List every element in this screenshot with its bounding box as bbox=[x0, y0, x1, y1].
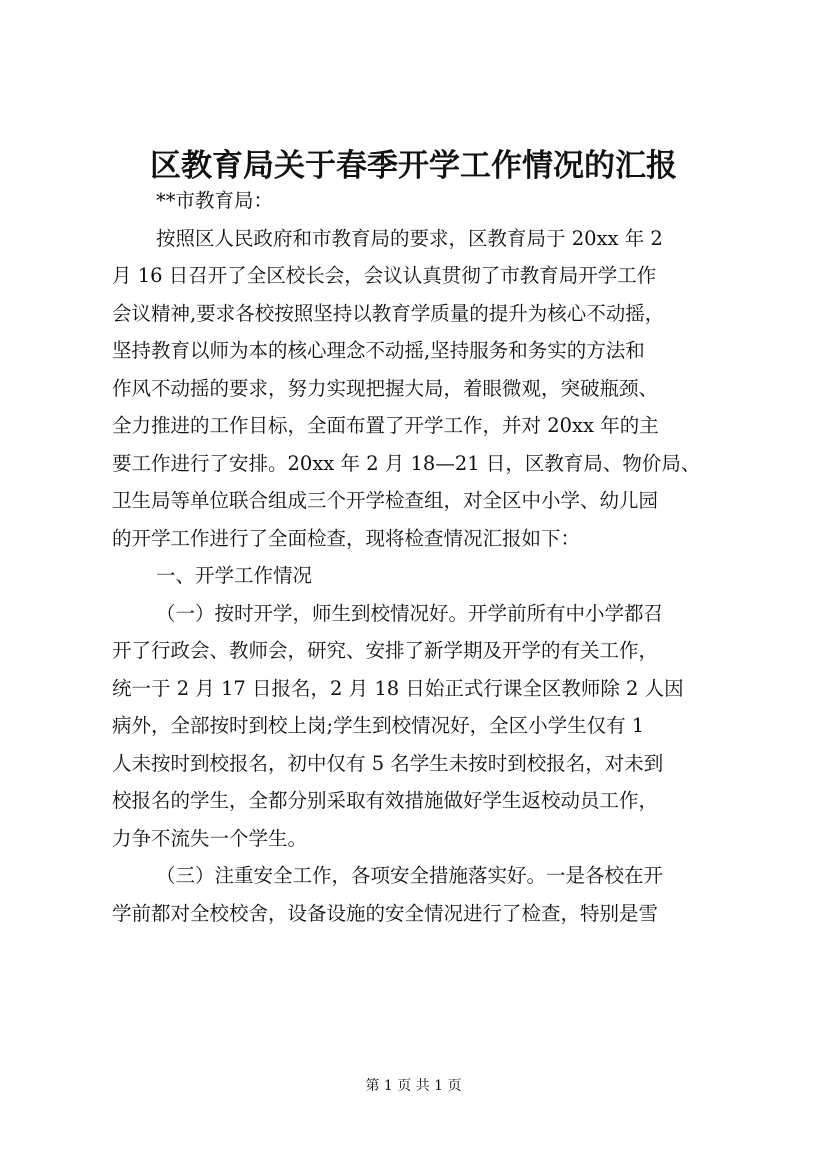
text-line: 病外，全部按时到校上岗;学生到校情况好，全区小学生仅有 1 bbox=[112, 714, 645, 737]
text-line: 坚持教育以师为本的核心理念不动摇,坚持服务和务实的方法和 bbox=[112, 339, 645, 362]
text-line: 作风不动摇的要求，努力实现把握大局，着眼微观，突破瓶颈、 bbox=[112, 376, 659, 400]
document-title: 区教育局关于春季开学工作情况的汇报 bbox=[150, 148, 677, 184]
document-body bbox=[112, 182, 722, 932]
text-line: （一）按时开学，师生到校情况好。开学前所有中小学都召 bbox=[156, 601, 664, 625]
text-line: 的开学工作进行了全面检查，现将检查情况汇报如下： bbox=[112, 526, 581, 550]
text-line: 人未按时到校报名，初中仅有 5 名学生未按时到校报名，对未到 bbox=[112, 751, 664, 775]
text-line: 会议精神,要求各校按照坚持以教育学质量的提升为核心不动摇， bbox=[112, 301, 665, 325]
text-line: 力争不流失一个学生。 bbox=[112, 826, 308, 850]
text-line: 全力推进的工作目标，全面布置了开学工作，并对 20xx 年的主 bbox=[112, 414, 659, 437]
text-line: 学前都对全校校舍，设备设施的安全情况进行了检查，特别是雪 bbox=[112, 901, 659, 925]
text-line: 按照区人民政府和市教育局的要求，区教育局于 20xx 年 2 bbox=[156, 226, 663, 250]
page-footer: 第 1 页 共 1 页 bbox=[365, 1078, 462, 1094]
text-line: 统一于 2 月 17 日报名，2 月 18 日始正式行课全区教师除 2 人因 bbox=[112, 676, 684, 700]
text-line: 校报名的学生，全都分别采取有效措施做好学生返校动员工作， bbox=[112, 789, 659, 812]
text-line: 开了行政会、教师会，研究、安排了新学期及开学的有关工作， bbox=[112, 639, 659, 662]
text-line: 要工作进行了安排。20xx 年 2 月 18—21 日，区教育局、物价局、 bbox=[112, 451, 701, 475]
text-line: 一、开学工作情况 bbox=[156, 564, 313, 587]
text-line: 月 16 日召开了全区校长会，会议认真贯彻了市教育局开学工作 bbox=[112, 264, 657, 287]
text-line: 卫生局等单位联合组成三个开学检查组，对全区中小学、幼儿园 bbox=[112, 489, 659, 512]
text-line: **市教育局： bbox=[156, 189, 274, 212]
text-line: （三）注重安全工作，各项安全措施落实好。一是各校在开 bbox=[156, 864, 664, 887]
